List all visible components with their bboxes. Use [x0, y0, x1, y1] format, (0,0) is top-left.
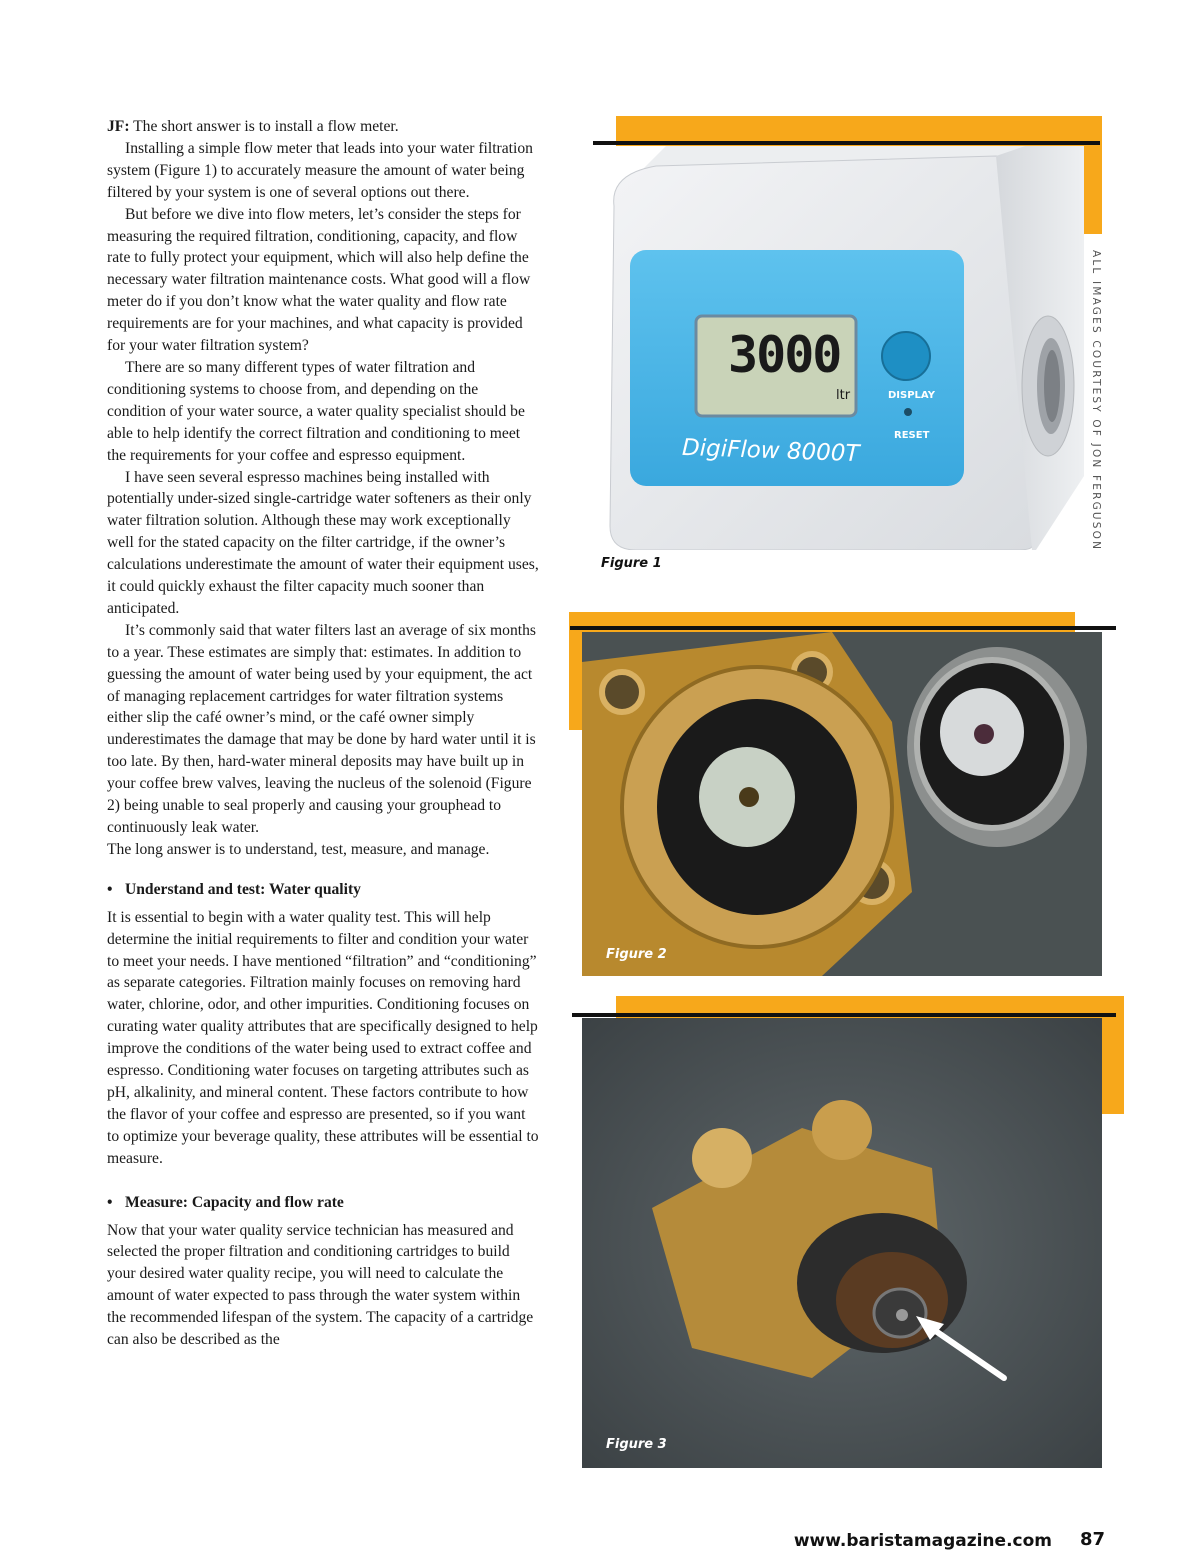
bullet-icon: • — [107, 880, 113, 898]
meter-reset-label: RESET — [894, 430, 930, 441]
body-paragraph: I have seen several espresso machines being installed with potentially under-sized single-cartridge water softeners as their only water filtration solution. Although these may work exceptionally well for the stated capacity on the filter cartridge, if the owner’s calculations underestimate the amount of water their equipment uses, it could quickly exhaust the filter capacity much sooner than anticipated. — [107, 468, 539, 617]
valve-closeup-photo — [582, 1018, 1102, 1468]
section-heading-text: Measure: Capacity and flow rate — [125, 1193, 344, 1211]
body-paragraph: It’s commonly said that water filters last an average of six months to a year. These estimates are simply that: estimates. In addition to guessing the amount of water being used by your equipment, the act of managing replacement cartridges for water filtration systems either slip the café owner’s mind, or the café owner simply underestimates the damage that may be done by hard water until it is too late. By then, hard-water mineral deposits may have built up in your coffee brew valves, leaving the nucleus of the solenoid (Figure 2) being unable to seal properly and causing your grouphead to continuously leak water. — [107, 621, 536, 836]
body-paragraph: There are so many different types of water filtration and conditioning systems to choose from, and depending on the condition of your water source, a water quality specialist should be able to help identify the correct filtration and conditioning to meet the requirements for your coffee and espresso equipment. — [107, 358, 525, 464]
body-paragraph: Installing a simple flow meter that leads into your water filtration system (Figure 1) to accurately measure the amount of water being filtered by your system is one of several options out there. — [107, 139, 533, 201]
body-paragraph: But before we dive into flow meters, let’s consider the steps for measuring the required filtration, conditioning, capacity, and flow rate to fully protect your equipment, which will also help define the necessary water filtration maintenance costs. What good will a flow meter do if you don’t know what the water quality and flow rate requirements are for your machines, and what capacity is provided for your water filtration system? — [107, 205, 531, 355]
meter-display: 3000 — [728, 326, 841, 384]
rule-fig2 — [570, 626, 1116, 630]
rule-fig3 — [572, 1013, 1116, 1017]
article-column — [107, 116, 539, 1351]
section-paragraph: Now that your water quality service technician has measured and selected the proper filtration and conditioning cartridges to build your desired water quality recipe, you will need to calculate the amount of water expected to pass through the water system within the recommended lifespan of the system. The capacity of a cartridge can also be described as the — [107, 1221, 534, 1349]
photo-credit: ALL IMAGES COURTESY OF JON FERGUSON — [1090, 250, 1102, 552]
section-heading-capacity — [107, 1192, 539, 1214]
figure-1-image — [596, 146, 1084, 550]
meter-display-label: DISPLAY — [888, 390, 935, 401]
figure-3-caption: Figure 3 — [606, 1437, 667, 1452]
section-heading-text: Understand and test: Water quality — [125, 880, 361, 898]
lead-text: The short answer is to install a flow meter. — [129, 118, 399, 135]
figure-2-image — [582, 632, 1102, 976]
rule-fig1 — [593, 141, 1100, 145]
solenoid-valves-photo — [582, 632, 1102, 976]
figure-1-caption: Figure 1 — [601, 556, 662, 571]
page-number: 87 — [1080, 1529, 1106, 1550]
long-answer-paragraph: The long answer is to understand, test, measure, and manage. — [107, 840, 490, 858]
figure-2-caption: Figure 2 — [606, 947, 667, 962]
section-heading-water-quality — [107, 879, 539, 901]
meter-brand: DigiFlow 8000T — [681, 434, 860, 468]
section-paragraph: It is essential to begin with a water quality test. This will help determine the initial requirements to filter and condition your water to meet your needs. I have mentioned “filtration” and “conditioning” as separate categories. Filtration mainly focuses on removing hard water, chlorine, odor, and other impurities. Conditioning focuses on curating water quality attributes that are specifically designed to help improve the conditions of the water being used to extract coffee and espresso. Conditioning water focuses on targeting attributes such as pH, alkalinity, and mineral content. These factors contribute to how the flavor of your coffee and espresso are presented, so if you want to optimize your beverage quality, these attributes will be essential to measure. — [107, 908, 539, 1167]
footer-url[interactable]: www.baristamagazine.com — [793, 1531, 1052, 1551]
lead-paragraph — [107, 116, 539, 138]
meter-unit: ltr — [836, 388, 851, 403]
lead-label: JF: — [107, 118, 130, 135]
figure-3-image — [582, 1018, 1102, 1468]
bullet-icon: • — [107, 1193, 113, 1211]
